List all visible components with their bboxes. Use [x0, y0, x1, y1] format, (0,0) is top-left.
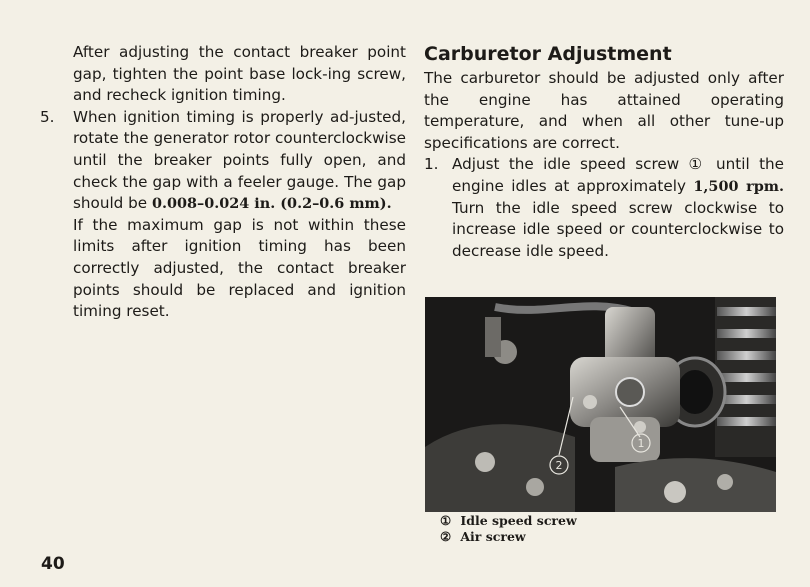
svg-text:1: 1: [637, 437, 645, 450]
left-column: [40, 42, 406, 323]
rpm-spec: 1,500 rpm.: [693, 177, 784, 195]
caption-line-1: ① Idle speed screw: [440, 513, 577, 528]
step-1-number: 1.: [424, 155, 439, 174]
section-heading: Carburetor Adjustment: [424, 43, 672, 65]
step-5: [40, 107, 406, 323]
step-5-text: When ignition timing is properly ad-justed, rotate the generator rotor counterclockwise until the breaker points fully open, and check the gap with a feeler gauge. The gap should be 0.008–0.024 in. (0.2–0.6 mm).: [73, 107, 406, 213]
gap-spec: 0.008–0.024 in. (0.2–0.6 mm).: [151, 195, 392, 213]
step-1: [424, 154, 784, 262]
step-5-note: If the maximum gap is not within these limits after ignition timing has been correctly adjusted, the contact breaker points should be replaced and ignition timing reset.: [73, 215, 406, 321]
carburetor-intro: The carburetor should be adjusted only after the engine has attained operating temperature, and when all other tune-up specifications are correct.: [424, 69, 784, 152]
carburetor-illustration: [425, 297, 776, 512]
page-number: 40: [41, 554, 65, 574]
figure-caption: [440, 513, 577, 544]
cylinder-fins: [715, 297, 776, 457]
carburetor-photo: [425, 297, 776, 512]
right-column: [424, 42, 784, 262]
svg-text:2: 2: [555, 459, 563, 472]
paragraph-point-gap: After adjusting the contact breaker point gap, tighten the point base lock-ing screw, and recheck ignition timing.: [73, 43, 406, 105]
step-5-number: 5.: [40, 107, 55, 126]
step-1-text: Adjust the idle speed screw ① until the engine idles at approximately 1,500 rpm. Turn the idle speed screw clockwise to increase idle speed or counterclockwise to decrease idle speed.: [452, 155, 784, 260]
caption-line-2: ② Air screw: [440, 528, 526, 544]
